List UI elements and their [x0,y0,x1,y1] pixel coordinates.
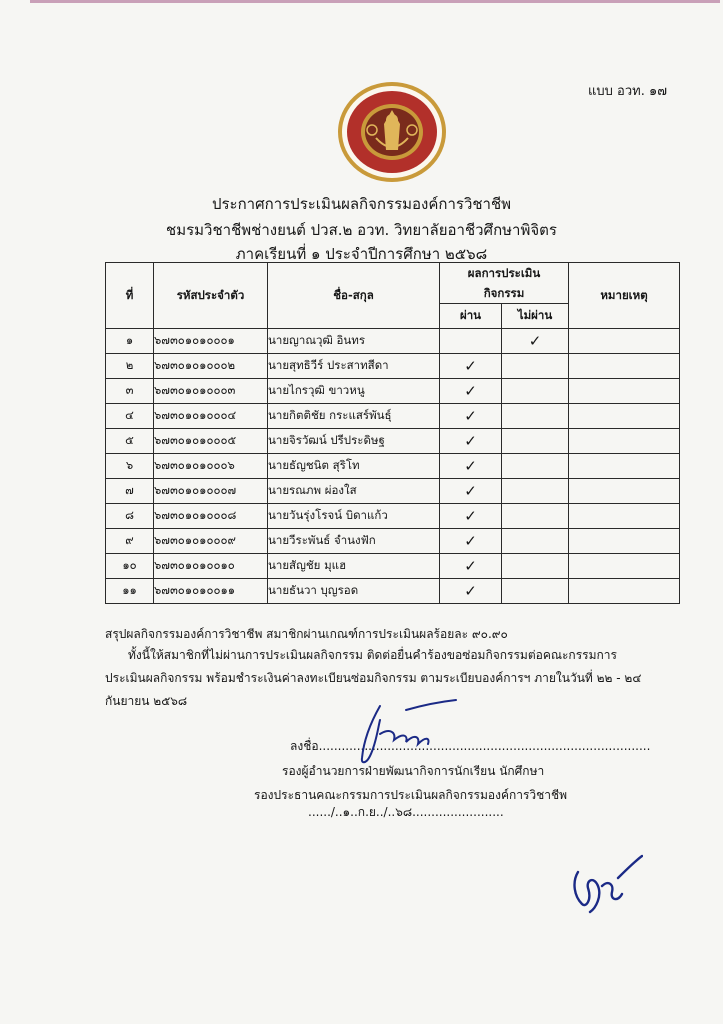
student-name: นายรณภพ ผ่องใส [268,479,440,504]
fail-cell [502,429,569,454]
student-id: ๖๗๓๐๑๐๑๐๐๐๙ [154,529,268,554]
remark-cell [569,404,680,429]
table-row [106,379,680,404]
pass-cell: ✓ [440,404,502,429]
table-row [106,404,680,429]
header-no: ที่ [106,263,154,329]
student-id: ๖๗๓๐๑๐๑๐๐๑๐ [154,554,268,579]
fail-cell [502,579,569,604]
row-number: ๑๑ [106,579,154,604]
row-number: ๒ [106,354,154,379]
row-number: ๕ [106,429,154,454]
row-number: ๘ [106,504,154,529]
form-code: แบบ อวท. ๑๗ [588,84,667,99]
student-name: นายวันรุ่งโรจน์ บิดาแก้ว [268,504,440,529]
remark-cell [569,529,680,554]
association-seal-logo [336,80,448,184]
fail-cell [502,379,569,404]
announcement-title: ประกาศการประเมินผลกิจกรรมองค์การวิชาชีพ [211,195,512,213]
pass-cell: ✓ [440,479,502,504]
table-row [106,529,680,554]
remark-cell [569,579,680,604]
semester-subtitle: ภาคเรียนที่ ๑ ประจำปีการศึกษา ๒๕๖๘ [235,245,488,263]
pass-cell: ✓ [440,504,502,529]
header-remark: หมายเหตุ [569,263,680,329]
fail-cell [502,504,569,529]
student-name: นายกิตติชัย กระแสร์พันธุ์ [268,404,440,429]
initials-signature [568,852,643,920]
remark-cell [569,554,680,579]
pass-cell: ✓ [440,579,502,604]
student-id: ๖๗๓๐๑๐๑๐๐๐๓ [154,379,268,404]
signer-position-1: รองผู้อำนวยการฝ่ายพัฒนากิจการนักเรียน นักศึกษา [282,764,545,778]
row-number: ๗ [106,479,154,504]
fail-cell [502,479,569,504]
pass-cell: ✓ [440,379,502,404]
row-number: ๑ [106,329,154,354]
header-student-id: รหัสประจำตัว [154,263,268,329]
summary-text: สรุปผลกิจกรรมองค์การวิชาชีพ สมาชิกผ่านเกณฑ์การประเมินผลร้อยละ ๙๐.๙๐ [105,627,508,641]
fail-cell [502,454,569,479]
pass-cell: ✓ [440,554,502,579]
student-name: นายธัญชนิต สุริโท [268,454,440,479]
fail-cell [502,554,569,579]
club-subtitle: ชมรมวิชาชีพช่างยนต์ ปวส.๒ อวท. วิทยาลัยอาชีวศึกษาพิจิตร [166,221,557,239]
table-row [106,354,680,379]
row-number: ๙ [106,529,154,554]
pass-cell [440,329,502,354]
table-row [106,554,680,579]
header-fail: ไม่ผ่าน [502,304,569,329]
student-id: ๖๗๓๐๑๐๑๐๐๐๒ [154,354,268,379]
table-row [106,329,680,354]
student-id: ๖๗๓๐๑๐๑๐๐๐๑ [154,329,268,354]
handwritten-signature [350,698,460,770]
row-number: ๓ [106,379,154,404]
table-row [106,579,680,604]
student-id: ๖๗๓๐๑๐๑๐๐๐๗ [154,479,268,504]
pass-cell: ✓ [440,354,502,379]
student-id: ๖๗๓๐๑๐๑๐๐๐๘ [154,504,268,529]
row-number: ๔ [106,404,154,429]
header-name: ชื่อ-สกุล [268,263,440,329]
header-evaluation: ผลการประเมิน กิจกรรม [440,263,569,304]
fail-cell [502,529,569,554]
pass-cell: ✓ [440,454,502,479]
evaluation-table [105,262,680,604]
remark-cell [569,379,680,404]
student-name: นายธันวา บุญรอด [268,579,440,604]
remark-cell [569,354,680,379]
notice-line-1: ทั้งนี้ให้สมาชิกที่ไม่ผ่านการประเมินผลกิจกรรม ติดต่อยื่นคำร้องขอซ่อมกิจกรรมต่อคณะกรรมการ [128,648,617,662]
table-row [106,454,680,479]
student-id: ๖๗๓๐๑๐๑๐๐๐๕ [154,429,268,454]
student-id: ๖๗๓๐๑๐๑๐๐๐๖ [154,454,268,479]
student-id: ๖๗๓๐๑๐๑๐๐๐๔ [154,404,268,429]
student-id: ๖๗๓๐๑๐๑๐๐๑๑ [154,579,268,604]
remark-cell [569,329,680,354]
row-number: ๑๐ [106,554,154,579]
signer-position-2: รองประธานคณะกรรมการประเมินผลกิจกรรมองค์การวิชาชีพ [254,788,568,802]
notice-line-3: กันยายน ๒๕๖๘ [105,694,188,708]
row-number: ๖ [106,454,154,479]
header-pass: ผ่าน [440,304,502,329]
student-name: นายสุทธิวีร์ ประสาทสีดา [268,354,440,379]
signature-date: ....../..๑..ก.ย../..๖๘........................ [308,805,504,819]
table-row [106,429,680,454]
student-name: นายจิรวัฒน์ ปรีประดิษฐ [268,429,440,454]
top-edge-stripe [30,0,720,3]
remark-cell [569,504,680,529]
fail-cell [502,404,569,429]
table-row [106,504,680,529]
student-name: นายสัญชัย มุแฮ [268,554,440,579]
fail-cell: ✓ [502,329,569,354]
remark-cell [569,429,680,454]
student-name: นายไกรวุฒิ ขาวหนู [268,379,440,404]
student-name: นายวีระพันธ์ จำนงฟัก [268,529,440,554]
pass-cell: ✓ [440,529,502,554]
fail-cell [502,354,569,379]
notice-line-2: ประเมินผลกิจกรรม พร้อมชำระเงินค่าลงทะเบียนซ่อมกิจกรรม ตามระเบียบองค์การฯ ภายในวันที่ ๒๒ - ๒๔ [105,671,642,685]
table-row [106,479,680,504]
remark-cell [569,454,680,479]
student-name: นายญาณวุฒิ อินทร [268,329,440,354]
pass-cell: ✓ [440,429,502,454]
signature-line: ลงชื่อ....................................................................................... [290,739,651,753]
remark-cell [569,479,680,504]
